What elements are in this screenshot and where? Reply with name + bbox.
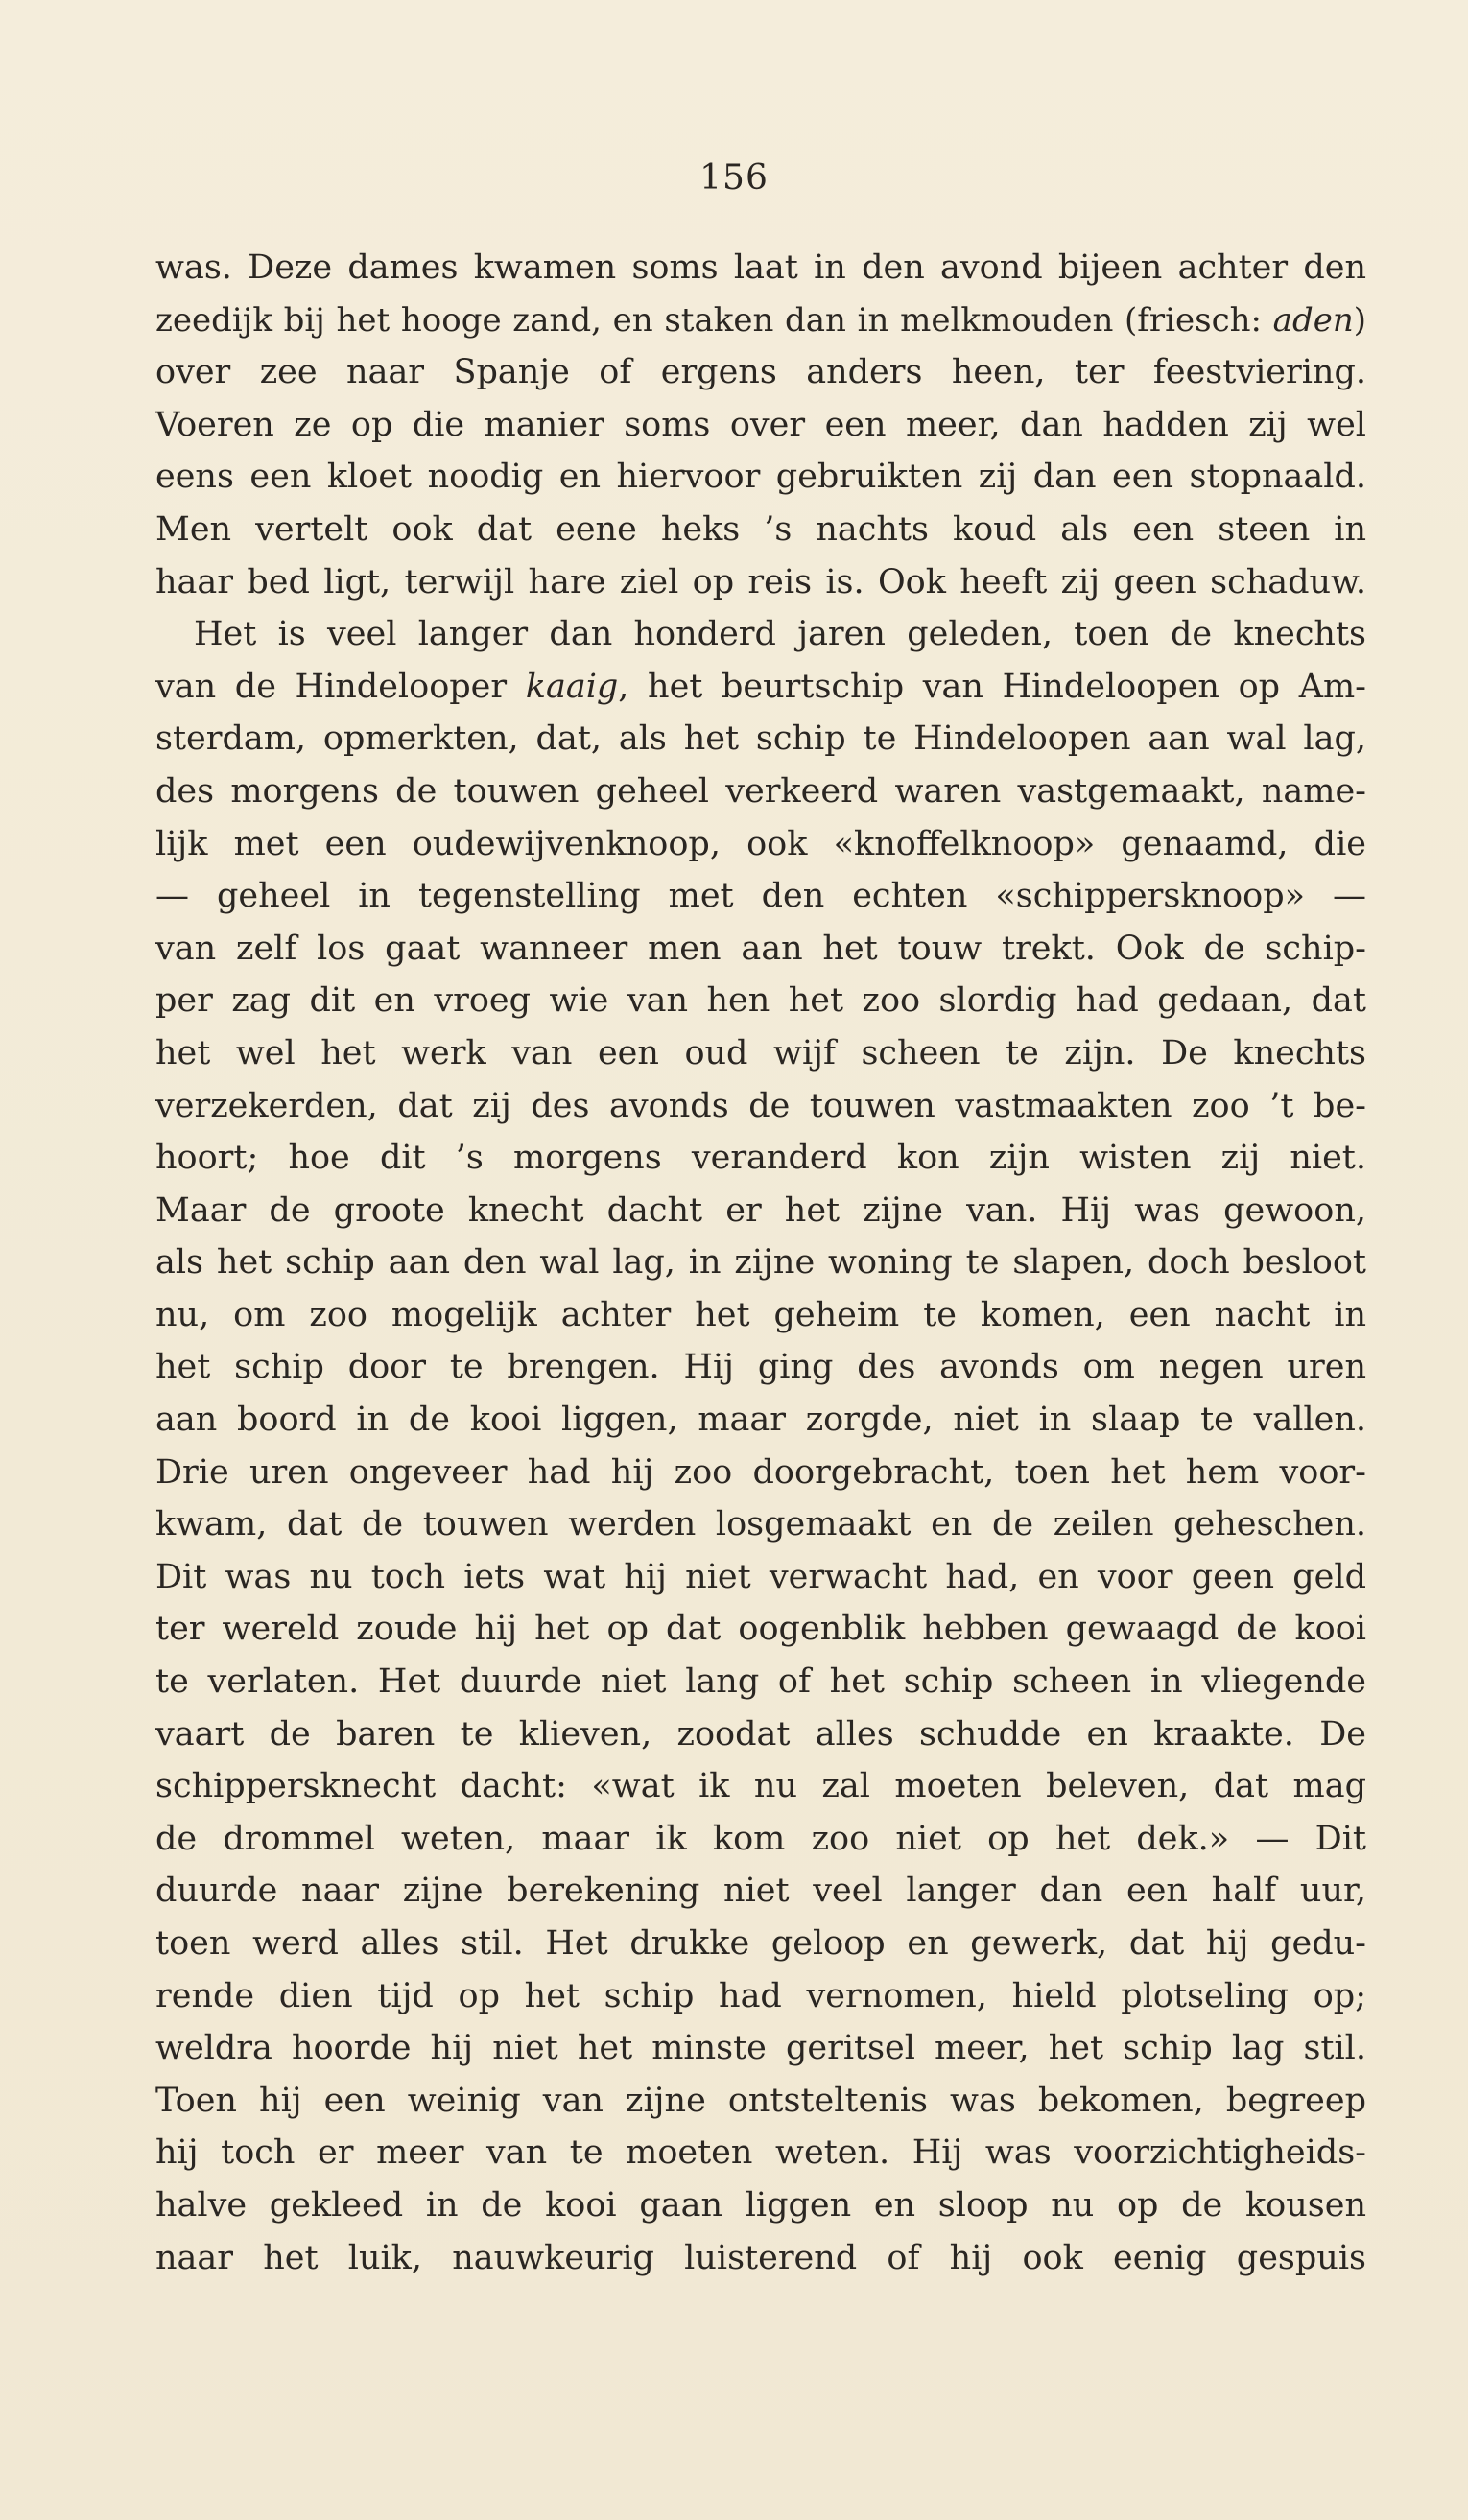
- text-line: Men vertelt ook dat eene heks ’s nachts koud als een steen in: [155, 509, 1366, 549]
- text-line: des morgens de touwen geheel verkeerd waren vastgemaakt, name-: [155, 771, 1366, 811]
- text-segment: van de Hindelooper: [155, 667, 526, 706]
- text-line: nu, om zoo mogelijk achter het geheim te komen, een nacht in: [155, 1295, 1366, 1334]
- body-text: [155, 242, 1366, 2284]
- text-line: toen werd alles stil. Het drukke geloop en gewerk, dat hij gedu-: [155, 1924, 1366, 1963]
- italic-word: kaaig: [525, 667, 619, 706]
- text-line: eens een kloet noodig en hiervoor gebruikten zij dan een stopnaald.: [155, 458, 1366, 497]
- text-line: het wel het werk van een oud wijf scheen te zijn. De knechts: [155, 1033, 1366, 1072]
- text-line: kwam, dat de touwen werden losgemaakt en de zeilen geheschen.: [155, 1505, 1366, 1544]
- text-line: verzekerden, dat zij des avonds de touwen vastmaakten zoo ’t be-: [155, 1086, 1366, 1125]
- page-number: 156: [699, 158, 769, 198]
- text-line: schippersknecht dacht: «wat ik nu zal moeten beleven, dat mag: [155, 1767, 1366, 1806]
- text-line: was. Deze dames kwamen soms laat in den avond bijeen achter den: [155, 248, 1366, 287]
- text-line: te verlaten. Het duurde niet lang of het schip scheen in vliegende: [155, 1662, 1366, 1702]
- text-line: rende dien tijd op het schip had vernomen, hield plotseling op;: [155, 1976, 1366, 2015]
- text-line: van zelf los gaat wanneer men aan het touw trekt. Ook de schip-: [155, 929, 1366, 968]
- text-line: haar bed ligt, terwijl hare ziel op reis is. Ook heeft zij geen schaduw.: [155, 562, 1366, 601]
- text-line: per zag dit en vroeg wie van hen het zoo slordig had gedaan, dat: [155, 981, 1366, 1021]
- text-line: sterdam, opmerkten, dat, als het schip te Hindeloopen aan wal lag,: [155, 719, 1366, 759]
- text-line: naar het luik, nauwkeurig luisterend of hij ook eenig gespuis: [155, 2238, 1366, 2277]
- text-line: lijk met een oudewijvenknoop, ook «knoffelknoop» genaamd, die: [155, 824, 1366, 863]
- text-line: ter wereld zoude hij het op dat oogenblik hebben gewaagd de kooi: [155, 1610, 1366, 1649]
- text-line: als het schip aan den wal lag, in zijne woning te slapen, doch besloot: [155, 1243, 1366, 1283]
- text-line: — geheel in tegenstelling met den echten «schippersknoop» —: [155, 877, 1366, 916]
- text-line: [155, 661, 1366, 714]
- text-line: Voeren ze op die manier soms over een meer, dan hadden zij wel: [155, 405, 1366, 444]
- text-segment: ): [1353, 300, 1366, 340]
- text-line: aan boord in de kooi liggen, maar zorgde, niet in slaap te vallen.: [155, 1401, 1366, 1440]
- italic-word: aden: [1272, 300, 1354, 340]
- text-line: [155, 294, 1366, 347]
- text-line: het schip door te brengen. Hij ging des avonds om negen uren: [155, 1348, 1366, 1387]
- text-line: Drie uren ongeveer had hij zoo doorgebracht, toen het hem voor-: [155, 1452, 1366, 1492]
- text-segment: zeedijk bij het hooge zand, en staken dan in melkmouden (friesch:: [155, 300, 1273, 340]
- text-segment: , het beurtschip van Hindeloopen op Am-: [618, 667, 1366, 706]
- text-line: duurde naar zijne berekening niet veel langer dan een half uur,: [155, 1872, 1366, 1911]
- text-line: over zee naar Spanje of ergens anders heen, ter feestviering.: [155, 353, 1366, 392]
- text-line: hoort; hoe dit ’s morgens veranderd kon zijn wisten zij niet.: [155, 1139, 1366, 1178]
- text-line: Toen hij een weinig van zijne ontsteltenis was bekomen, begreep: [155, 2081, 1366, 2120]
- text-line: vaart de baren te klieven, zoodat alles schudde en kraakte. De: [155, 1714, 1366, 1754]
- text-line: halve gekleed in de kooi gaan liggen en sloop nu op de kousen: [155, 2185, 1366, 2225]
- text-line: hij toch er meer van te moeten weten. Hij was voorzichtigheids-: [155, 2133, 1366, 2173]
- text-line: Maar de groote knecht dacht er het zijne van. Hij was gewoon,: [155, 1190, 1366, 1230]
- text-line: Het is veel langer dan honderd jaren geleden, toen de knechts: [194, 615, 1366, 654]
- text-line: Dit was nu toch iets wat hij niet verwacht had, en voor geen geld: [155, 1557, 1366, 1596]
- text-line: weldra hoorde hij niet het minste geritsel meer, het schip lag stil.: [155, 2029, 1366, 2068]
- text-line: de drommel weten, maar ik kom zoo niet op het dek.» — Dit: [155, 1819, 1366, 1858]
